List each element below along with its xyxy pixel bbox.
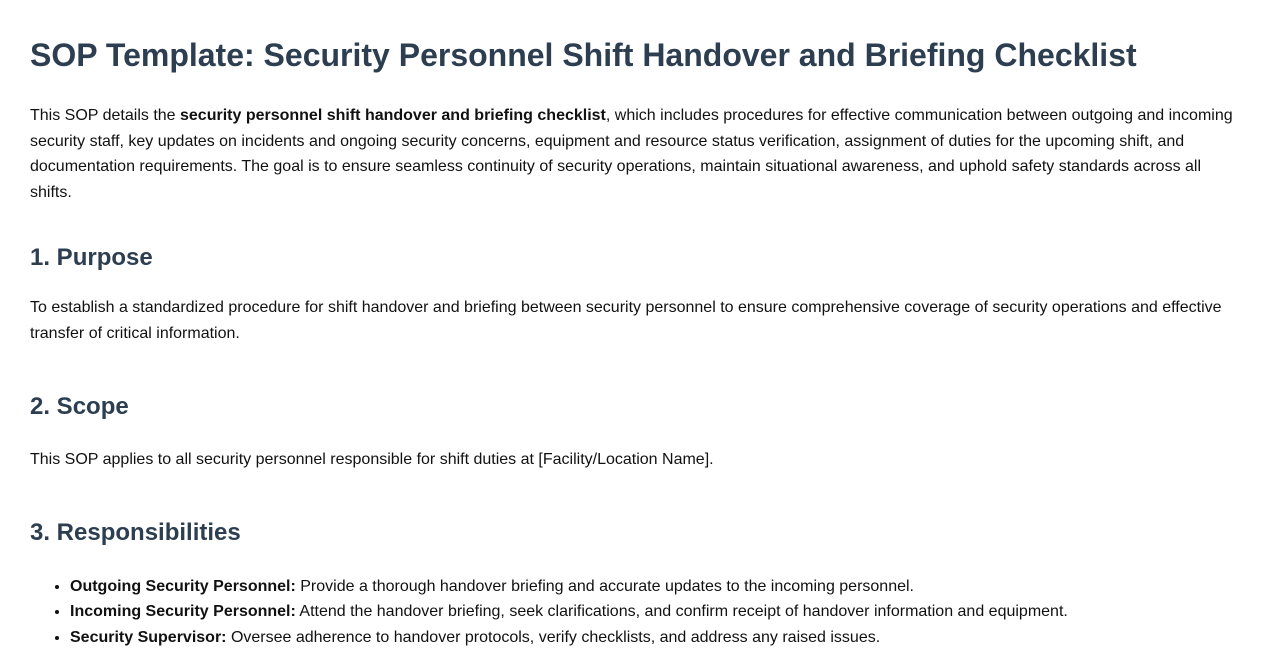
- role-label: Outgoing Security Personnel:: [70, 578, 296, 595]
- role-label: Security Supervisor:: [70, 629, 227, 646]
- intro-bold-phrase: security personnel shift handover and briefing checklist: [180, 107, 606, 124]
- role-label: Incoming Security Personnel:: [70, 603, 296, 620]
- role-description: Oversee adherence to handover protocols, verify checklists, and address any raised issues.: [227, 629, 881, 646]
- purpose-heading: 1. Purpose: [30, 244, 1233, 272]
- responsibilities-list: [30, 574, 1233, 650]
- list-item: [70, 574, 1233, 600]
- page-title: SOP Template: Security Personnel Shift Handover and Briefing Checklist: [30, 0, 1233, 73]
- intro-paragraph: [30, 103, 1233, 205]
- role-description: Provide a thorough handover briefing and accurate updates to the incoming personnel.: [296, 578, 914, 595]
- intro-prefix: This SOP details the: [30, 107, 180, 124]
- scope-heading: 2. Scope: [30, 393, 1233, 421]
- scope-text: This SOP applies to all security personnel responsible for shift duties at [Facility/Location Name].: [30, 447, 1233, 473]
- list-item: [70, 625, 1233, 650]
- purpose-text: To establish a standardized procedure for shift handover and briefing between security personnel to ensure comprehensive coverage of security operations and effective transfer of critical information.: [30, 295, 1233, 346]
- role-description: Attend the handover briefing, seek clarifications, and confirm receipt of handover information and equipment.: [296, 603, 1068, 620]
- list-item: [70, 599, 1233, 625]
- responsibilities-heading: 3. Responsibilities: [30, 519, 1233, 547]
- intro-suffix: , which includes procedures for effective communication between outgoing and incoming security staff, key updates on incidents and ongoing security concerns, equipment and resource status verification, assignment of duties for the upcoming shift, and documentation requirements. The goal is to ensure seamless continuity of security operations, maintain situational awareness, and uphold safety standards across all shifts.: [30, 107, 1233, 201]
